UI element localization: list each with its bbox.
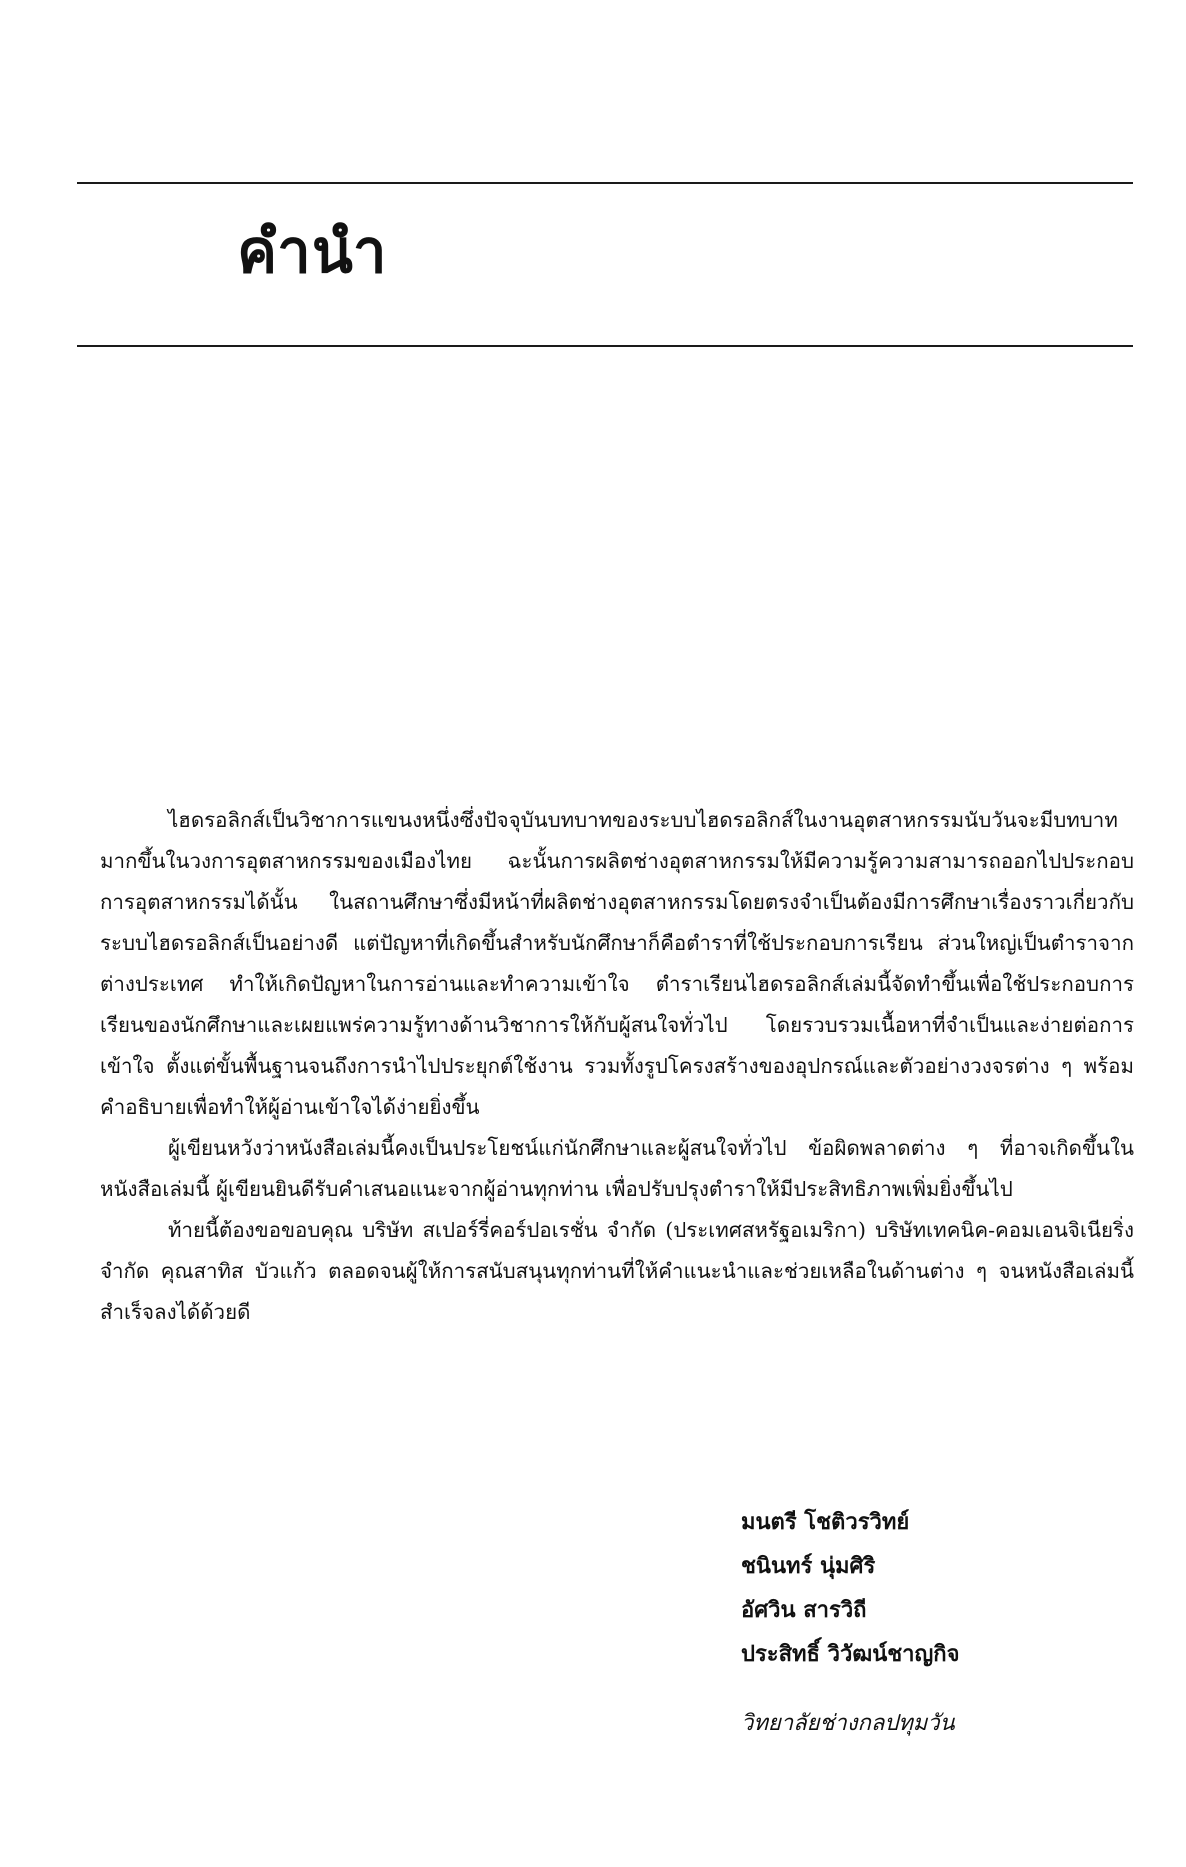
author-name: ชนินทร์ นุ่มศิริ: [741, 1553, 876, 1579]
author-name: มนตรี โชติวรวิทย์: [741, 1509, 910, 1535]
paragraph-3: ท้ายนี้ต้องขอขอบคุณ บริษัท สเปอร์รี่คอร์ปอเรชั่น จำกัด (ประเทศสหรัฐอเมริกา) บริษัทเทคนิค-คอมเอนจิเนียริ่ง จำกัด คุณสาทิส บัวแก้ว ตลอดจนผู้ให้การสนับสนุนทุกท่านที่ให้คำแนะนำและช่วยเหลือในด้านต่าง ๆ จนหนังสือเล่มนี้สำเร็จลงได้ด้วยดี: [100, 1218, 1134, 1324]
author-name: อัศวิน สารวิถี: [741, 1597, 867, 1623]
author-affiliation: วิทยาลัยช่างกลปทุมวัน: [741, 1711, 955, 1736]
preface-body: [100, 800, 1134, 1333]
author-signatures: [741, 1500, 959, 1676]
paragraph-1: ไฮดรอลิกส์เป็นวิชาการแขนงหนึ่งซึ่งปัจจุบันบทบาทของระบบไฮดรอลิกส์ในงานอุตสาหกรรมนับวันจะมีบทบาทมากขึ้นในวงการอุตสาหกรรมของเมืองไทย ฉะนั้นการผลิตช่างอุตสาหกรรมให้มีความรู้ความสามารถออกไปประกอบการอุตสาหกรรมได้นั้น ในสถานศึกษาซึ่งมีหน้าที่ผลิตช่างอุตสาหกรรมโดยตรงจำเป็นต้องมีการศึกษาเรื่องราวเกี่ยวกับระบบไฮดรอลิกส์เป็นอย่างดี แต่ปัญหาที่เกิดขึ้นสำหรับนักศึกษาก็คือตำราที่ใช้ประกอบการเรียน ส่วนใหญ่เป็นตำราจากต่างประเทศ ทำให้เกิดปัญหาในการอ่านและทำความเข้าใจ ตำราเรียนไฮดรอลิกส์เล่มนี้จัดทำขึ้นเพื่อใช้ประกอบการเรียนของนักศึกษาและเผยแพร่ความรู้ทางด้านวิชาการให้กับผู้สนใจทั่วไป โดยรวบรวมเนื้อหาที่จำเป็นและง่ายต่อการเข้าใจ ตั้งแต่ขั้นพื้นฐานจนถึงการนำไปประยุกต์ใช้งาน รวมทั้งรูปโครงสร้างของอุปกรณ์และตัวอย่างวงจรต่าง ๆ พร้อมคำอธิบายเพื่อทำให้ผู้อ่านเข้าใจได้ง่ายยิ่งขึ้น: [100, 808, 1134, 1119]
bottom-horizontal-rule: [77, 345, 1133, 347]
top-horizontal-rule: [77, 182, 1133, 184]
page-title: คำนำ: [237, 217, 388, 287]
paragraph-2: ผู้เขียนหวังว่าหนังสือเล่มนี้คงเป็นประโยชน์แก่นักศึกษาและผู้สนใจทั่วไป ข้อผิดพลาดต่าง ๆ ที่อาจเกิดขึ้นในหนังสือเล่มนี้ ผู้เขียนยินดีรับคำเสนอแนะจากผู้อ่านทุกท่าน เพื่อปรับปรุงตำราให้มีประสิทธิภาพเพิ่มยิ่งขึ้นไป: [100, 1136, 1134, 1201]
author-name: ประสิทธิ์ วิวัฒน์ชาญกิจ: [741, 1641, 960, 1667]
